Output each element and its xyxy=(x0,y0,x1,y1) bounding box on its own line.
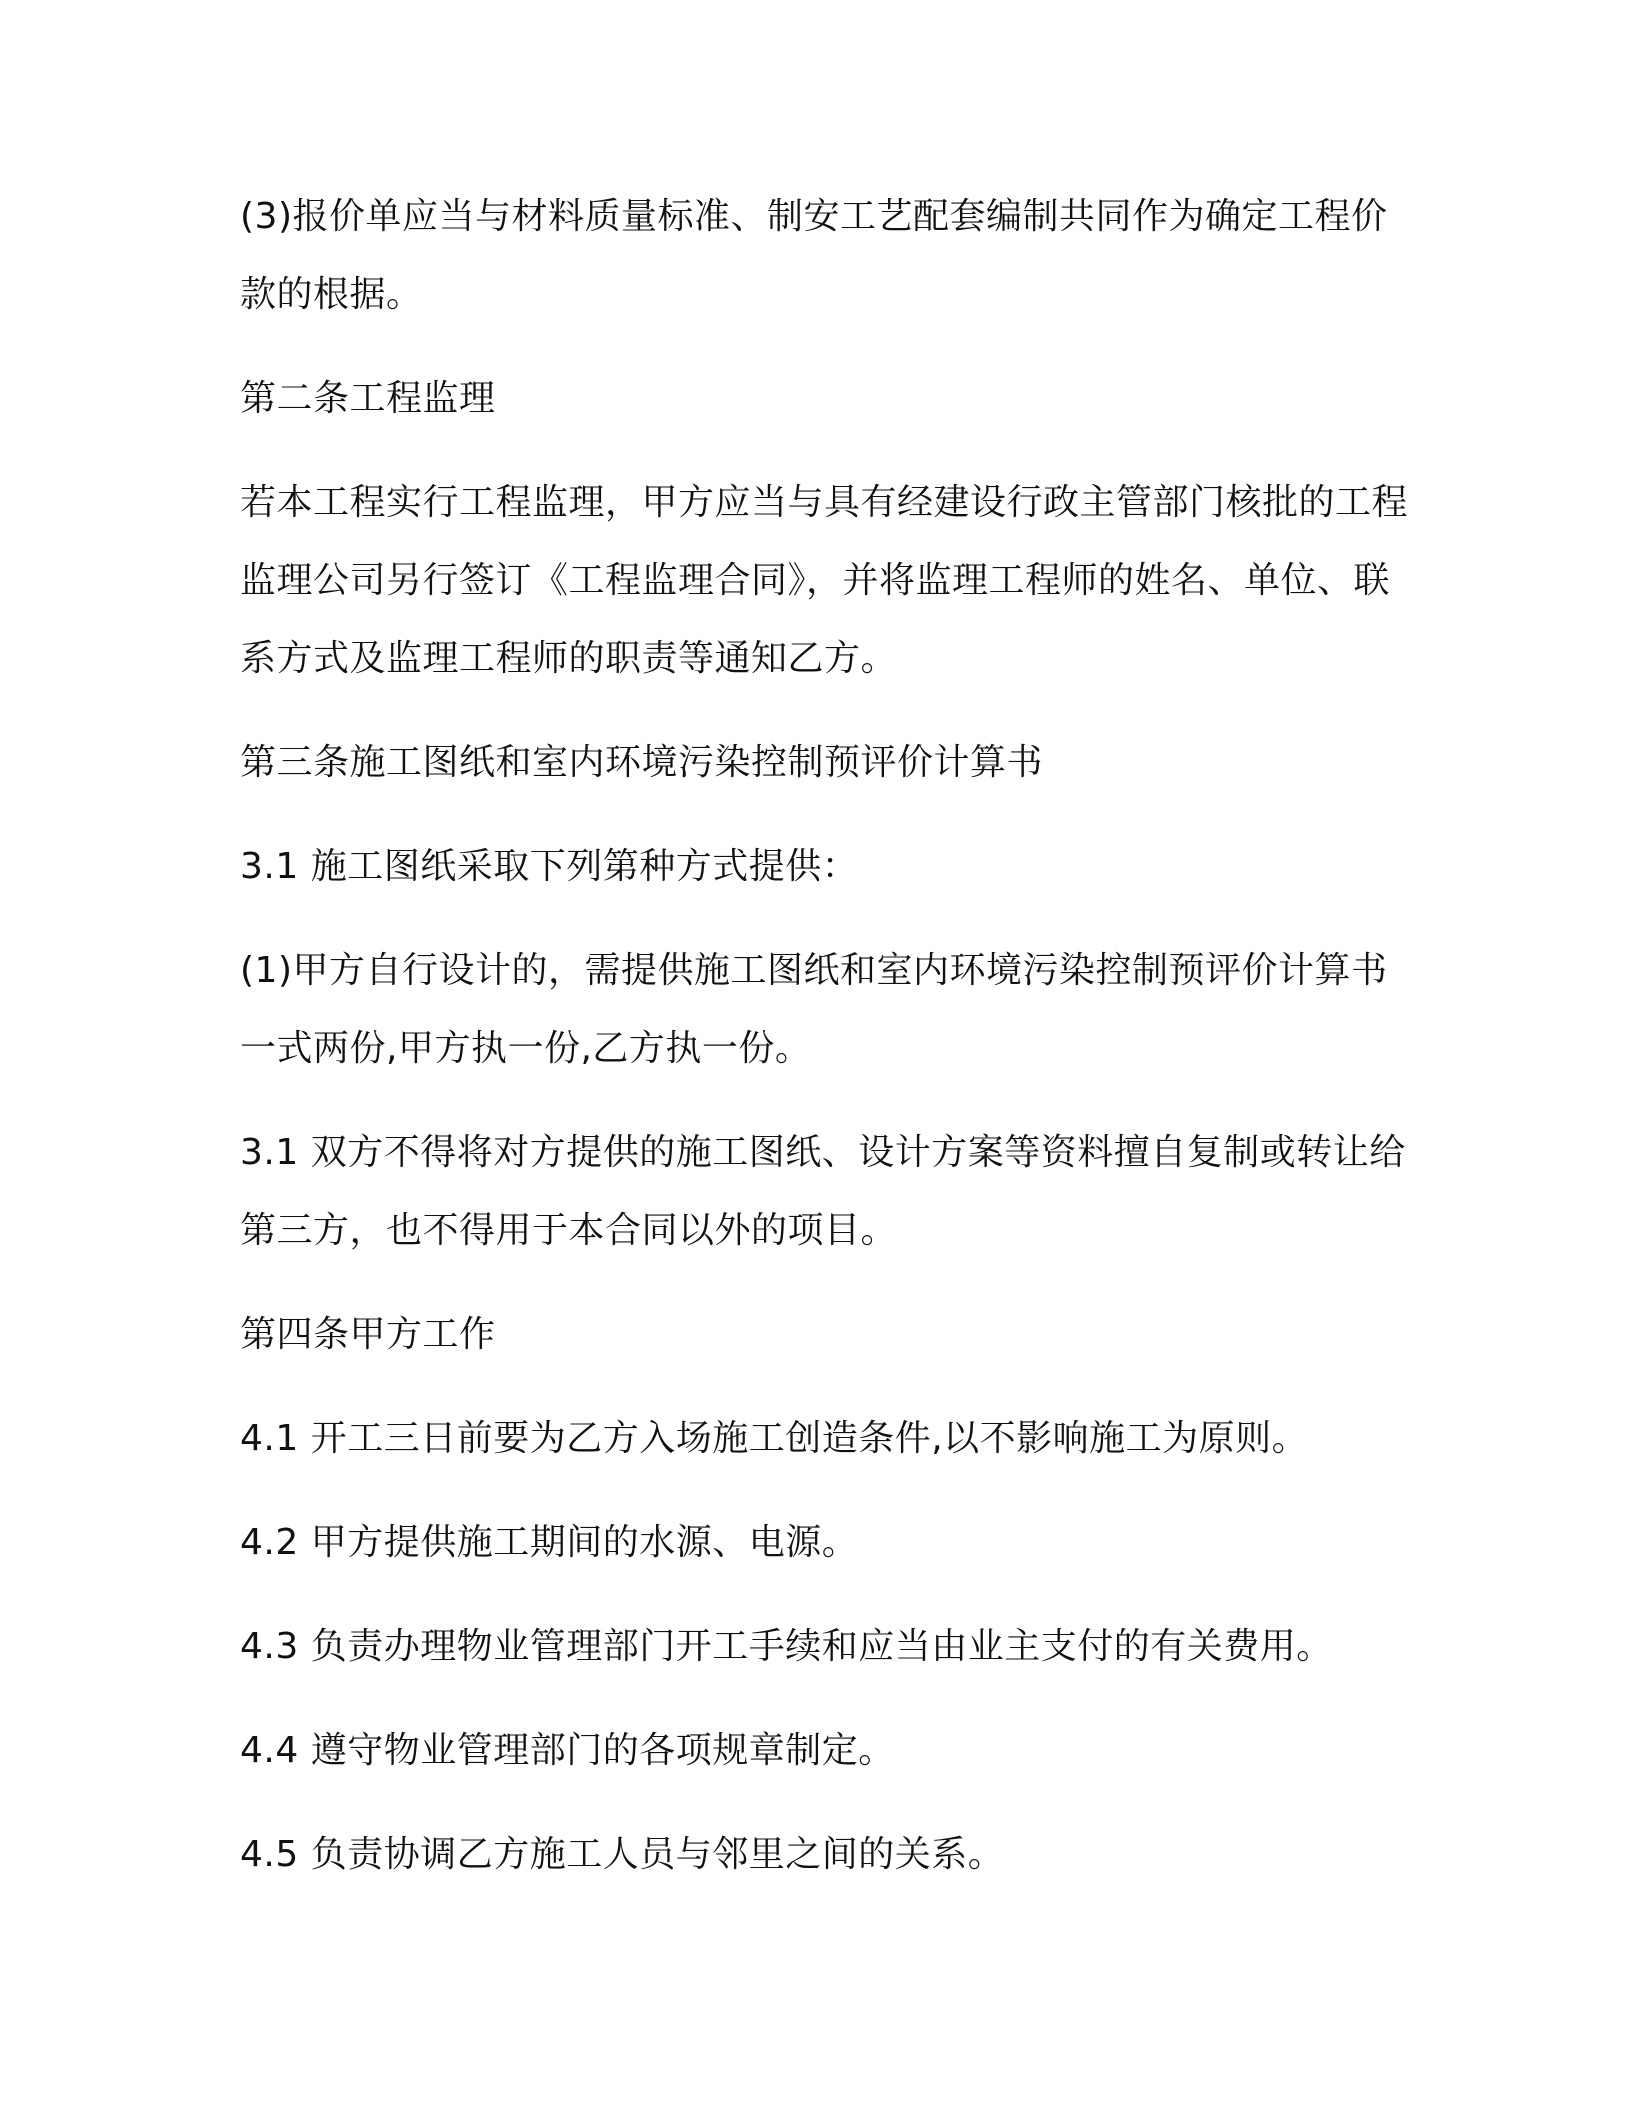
section-heading-article-2: 第二条工程监理 xyxy=(240,378,496,419)
paragraph-quote-basis: (3)报价单应当与材料质量标准、制安工艺配套编制共同作为确定工程价款的根据。 xyxy=(240,196,1388,315)
paragraph-4-1: 4.1 开工三日前要为乙方入场施工创造条件,以不影响施工为原则。 xyxy=(240,1418,1309,1459)
paragraph-3-1-drawings: 3.1 施工图纸采取下列第种方式提供： xyxy=(240,846,859,887)
paragraph-design-copies: (1)甲方自行设计的，需提供施工图纸和室内环境污染控制预评价计算书一式两份,甲方执一份,乙方执一份。 xyxy=(240,950,1388,1069)
paragraph-4-4: 4.4 遵守物业管理部门的各项规章制定。 xyxy=(240,1730,895,1771)
paragraph-4-2: 4.2 甲方提供施工期间的水源、电源。 xyxy=(240,1522,859,1563)
paragraph-supervision: 若本工程实行工程监理，甲方应当与具有经建设行政主管部门核批的工程监理公司另行签订《工程监理合同》，并将监理工程师的姓名、单位、联系方式及监理工程师的职责等通知乙方。 xyxy=(240,482,1409,679)
paragraph-4-5: 4.5 负责协调乙方施工人员与邻里之间的关系。 xyxy=(240,1834,1005,1875)
section-heading-article-4: 第四条甲方工作 xyxy=(240,1314,496,1355)
document-body xyxy=(240,178,1410,1920)
section-heading-article-3: 第三条施工图纸和室内环境污染控制预评价计算书 xyxy=(240,742,1044,783)
paragraph-4-3: 4.3 负责办理物业管理部门开工手续和应当由业主支付的有关费用。 xyxy=(240,1626,1333,1667)
paragraph-confidentiality: 3.1 双方不得将对方提供的施工图纸、设计方案等资料擅自复制或转让给第三方，也不得用于本合同以外的项目。 xyxy=(240,1132,1406,1251)
